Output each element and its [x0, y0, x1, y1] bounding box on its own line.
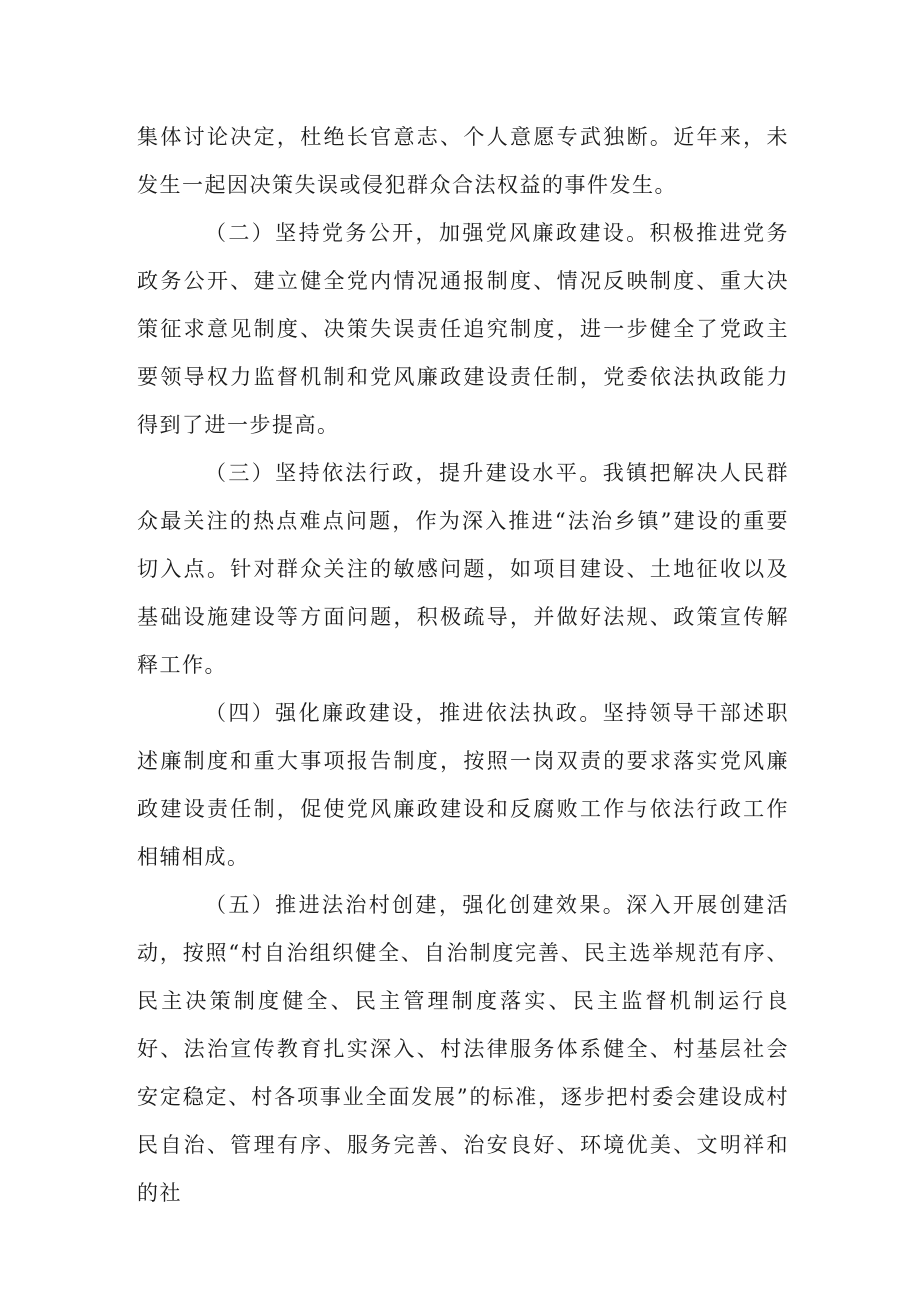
paragraph-continuation: 集体讨论决定，杜绝长官意志、个人意愿专武独断。近年来，未发生一起因决策失误或侵犯群众合法权益的事件发生。 — [137, 125, 789, 197]
paragraph-section-5: （五）推进法治村创建，强化创建效果。深入开展创建活动，按照“村自治组织健全、自治制度完善、民主选举规范有序、民主决策制度健全、民主管理制度落实、民主监督机制运行良好、法治宣传教育扎实深入、村法律服务体系健全、村基层社会安定稳定、村各项事业全面发展”的标准，逐步把村委会建设成村民自治、管理有序、服务完善、治安良好、环境优美、文明祥和的社 — [137, 893, 789, 1205]
paragraph-section-4: （四）强化廉政建设，推进依法执政。坚持领导干部述职述廉制度和重大事项报告制度，按照一岗双责的要求落实党风廉政建设责任制，促使党风廉政建设和反腐败工作与依法行政工作相辅相成。 — [137, 701, 789, 869]
paragraph-section-2: （二）坚持党务公开，加强党风廉政建设。积极推进党务政务公开、建立健全党内情况通报制度、情况反映制度、重大决策征求意见制度、决策失误责任追究制度，进一步健全了党政主要领导权力监督机制和党风廉政建设责任制，党委依法执政能力得到了进一步提高。 — [137, 221, 789, 437]
document-body — [137, 113, 789, 1217]
paragraph-section-3: （三）坚持依法行政，提升建设水平。我镇把解决人民群众最关注的热点难点问题，作为深入推进“法治乡镇”建设的重要切入点。针对群众关注的敏感问题，如项目建设、土地征收以及基础设施建设等方面问题，积极疏导，并做好法规、政策宣传解释工作。 — [137, 461, 789, 677]
